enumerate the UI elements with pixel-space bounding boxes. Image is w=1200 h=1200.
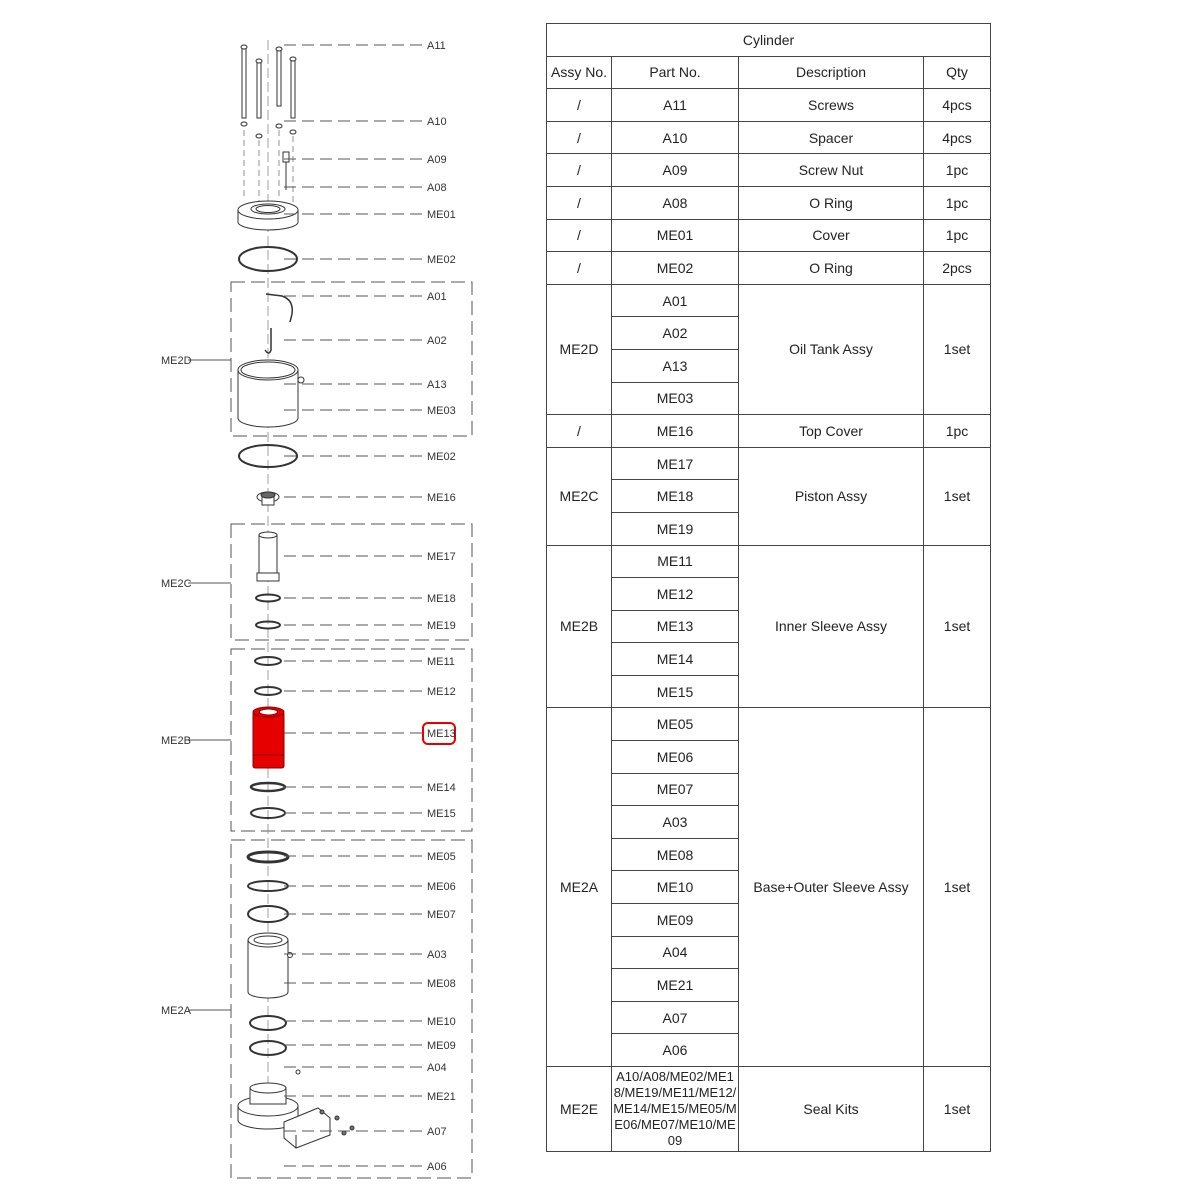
cell-description: Seal Kits: [739, 1067, 924, 1152]
group-label: ME2A: [161, 1005, 191, 1017]
cell-description: Screws: [739, 89, 924, 122]
cell-part-no: ME09: [612, 904, 739, 937]
callout-label: A03: [427, 949, 447, 961]
cell-part-no: ME21: [612, 969, 739, 1002]
table-row: [547, 708, 991, 741]
cell-part-no: A07: [612, 1001, 739, 1034]
table-row: [547, 545, 991, 578]
callout-label: ME06: [427, 881, 456, 893]
cell-part-no: ME12: [612, 578, 739, 611]
cell-assy-no: ME2D: [547, 284, 612, 414]
cell-description: Cover: [739, 219, 924, 252]
cell-part-no: ME15: [612, 675, 739, 708]
cell-qty: 1set: [924, 284, 991, 414]
cell-assy-no: /: [547, 415, 612, 448]
group-label: ME2C: [161, 578, 192, 590]
cell-qty: 1pc: [924, 415, 991, 448]
cell-qty: 1pc: [924, 154, 991, 187]
table-row: [547, 415, 991, 448]
callout-label: ME16: [427, 492, 456, 504]
cell-description: Screw Nut: [739, 154, 924, 187]
cell-qty: 1set: [924, 545, 991, 708]
table-row: [547, 1067, 991, 1152]
header-part-no: Part No.: [612, 56, 739, 89]
cell-assy-no: ME2E: [547, 1067, 612, 1152]
cell-qty: 2pcs: [924, 252, 991, 285]
header-qty: Qty: [924, 56, 991, 89]
cell-part-no: A11: [612, 89, 739, 122]
callout-label: ME02: [427, 451, 456, 463]
table-row: [547, 219, 991, 252]
cell-part-no: ME05: [612, 708, 739, 741]
callout-label: ME14: [427, 782, 456, 794]
cell-part-no: ME18: [612, 480, 739, 513]
exploded-diagram: [0, 0, 540, 1200]
cell-description: Inner Sleeve Assy: [739, 545, 924, 708]
cell-qty: 1set: [924, 1067, 991, 1152]
table-title: Cylinder: [547, 24, 991, 57]
cell-part-no: A10: [612, 121, 739, 154]
cell-qty: 1set: [924, 708, 991, 1067]
callout-label: A01: [427, 291, 447, 303]
table-row: [547, 284, 991, 317]
part-me08-outer-sleeve: [248, 933, 293, 998]
cell-part-no: A10/A08/ME02/ME18/ME19/ME11/ME12/ME14/ME15/ME05/ME06/ME07/ME10/ME09: [612, 1067, 739, 1152]
part-a09-screw-nut: [283, 152, 289, 190]
part-me13-inner-sleeve: [253, 707, 284, 768]
table-header-row: [547, 56, 991, 89]
cell-qty: 1pc: [924, 186, 991, 219]
callout-label: ME02: [427, 254, 456, 266]
callout-label: ME19: [427, 620, 456, 632]
group-label: ME2D: [161, 355, 192, 367]
cell-description: Top Cover: [739, 415, 924, 448]
cell-assy-no: ME2C: [547, 447, 612, 545]
table-row: [547, 154, 991, 187]
callout-label: ME05: [427, 851, 456, 863]
cell-assy-no: /: [547, 154, 612, 187]
part-a01-pipe: [266, 294, 292, 322]
cell-description: Base+Outer Sleeve Assy: [739, 708, 924, 1067]
part-me17-piston: [257, 532, 279, 581]
part-a10-spacers: [241, 122, 296, 138]
cell-part-no: A04: [612, 936, 739, 969]
part-a11-screws: [241, 45, 296, 118]
callout-label: ME11: [427, 656, 455, 668]
callout-label: A11: [427, 40, 446, 52]
cell-part-no: A08: [612, 186, 739, 219]
callout-label: ME10: [427, 1016, 456, 1028]
cell-assy-no: /: [547, 121, 612, 154]
cell-assy-no: /: [547, 219, 612, 252]
header-description: Description: [739, 56, 924, 89]
table-row: [547, 186, 991, 219]
callout-label: A09: [427, 154, 447, 166]
cell-qty: 4pcs: [924, 121, 991, 154]
cell-part-no: ME03: [612, 382, 739, 415]
cell-description: Piston Assy: [739, 447, 924, 545]
table-row: [547, 447, 991, 480]
callout-label: ME01: [427, 209, 456, 221]
callout-label: ME07: [427, 909, 456, 921]
table-row: [547, 89, 991, 122]
cell-assy-no: /: [547, 89, 612, 122]
callout-label: ME09: [427, 1040, 456, 1052]
cell-part-no: ME01: [612, 219, 739, 252]
callout-label: A13: [427, 379, 447, 391]
group-label: ME2B: [161, 735, 191, 747]
callout-label: ME15: [427, 808, 456, 820]
cell-part-no: ME14: [612, 643, 739, 676]
callout-label: A08: [427, 182, 447, 194]
cell-part-no: ME11: [612, 545, 739, 578]
cell-part-no: ME06: [612, 741, 739, 774]
cell-part-no: A02: [612, 317, 739, 350]
cell-description: Oil Tank Assy: [739, 284, 924, 414]
callout-label: ME17: [427, 551, 456, 563]
table-row: [547, 121, 991, 154]
cell-qty: 1pc: [924, 219, 991, 252]
cell-assy-no: ME2A: [547, 708, 612, 1067]
callout-label: ME18: [427, 593, 456, 605]
cell-part-no: A09: [612, 154, 739, 187]
callout-label: ME13: [427, 728, 456, 740]
header-assy-no: Assy No.: [547, 56, 612, 89]
table-title-row: [547, 24, 991, 57]
part-me21-base: [238, 1070, 330, 1148]
cell-part-no: A06: [612, 1034, 739, 1067]
table-row: [547, 252, 991, 285]
callout-label: ME12: [427, 686, 456, 698]
cell-part-no: ME07: [612, 773, 739, 806]
cell-part-no: A13: [612, 349, 739, 382]
cell-part-no: A01: [612, 284, 739, 317]
callout-label: ME21: [427, 1091, 456, 1103]
parts-table: [546, 23, 991, 1152]
cell-part-no: ME17: [612, 447, 739, 480]
cell-description: O Ring: [739, 252, 924, 285]
cell-qty: 1set: [924, 447, 991, 545]
cell-part-no: ME10: [612, 871, 739, 904]
cell-assy-no: /: [547, 252, 612, 285]
callout-label: A07: [427, 1126, 447, 1138]
cell-part-no: A03: [612, 806, 739, 839]
part-me16-top-cover: [257, 492, 279, 505]
cell-qty: 4pcs: [924, 89, 991, 122]
cell-part-no: ME08: [612, 838, 739, 871]
cell-assy-no: ME2B: [547, 545, 612, 708]
cell-part-no: ME13: [612, 610, 739, 643]
callout-label: ME03: [427, 405, 456, 417]
part-me01-cover: [238, 201, 298, 230]
callout-label: ME08: [427, 978, 456, 990]
cell-assy-no: /: [547, 186, 612, 219]
cell-description: O Ring: [739, 186, 924, 219]
callout-label: A04: [427, 1062, 447, 1074]
cell-part-no: ME19: [612, 512, 739, 545]
callout-label: A02: [427, 335, 447, 347]
cell-part-no: ME02: [612, 252, 739, 285]
cell-description: Spacer: [739, 121, 924, 154]
cell-part-no: ME16: [612, 415, 739, 448]
part-me03-oil-tank: [238, 360, 304, 427]
callout-label: A06: [427, 1161, 447, 1173]
callout-label: A10: [427, 116, 447, 128]
